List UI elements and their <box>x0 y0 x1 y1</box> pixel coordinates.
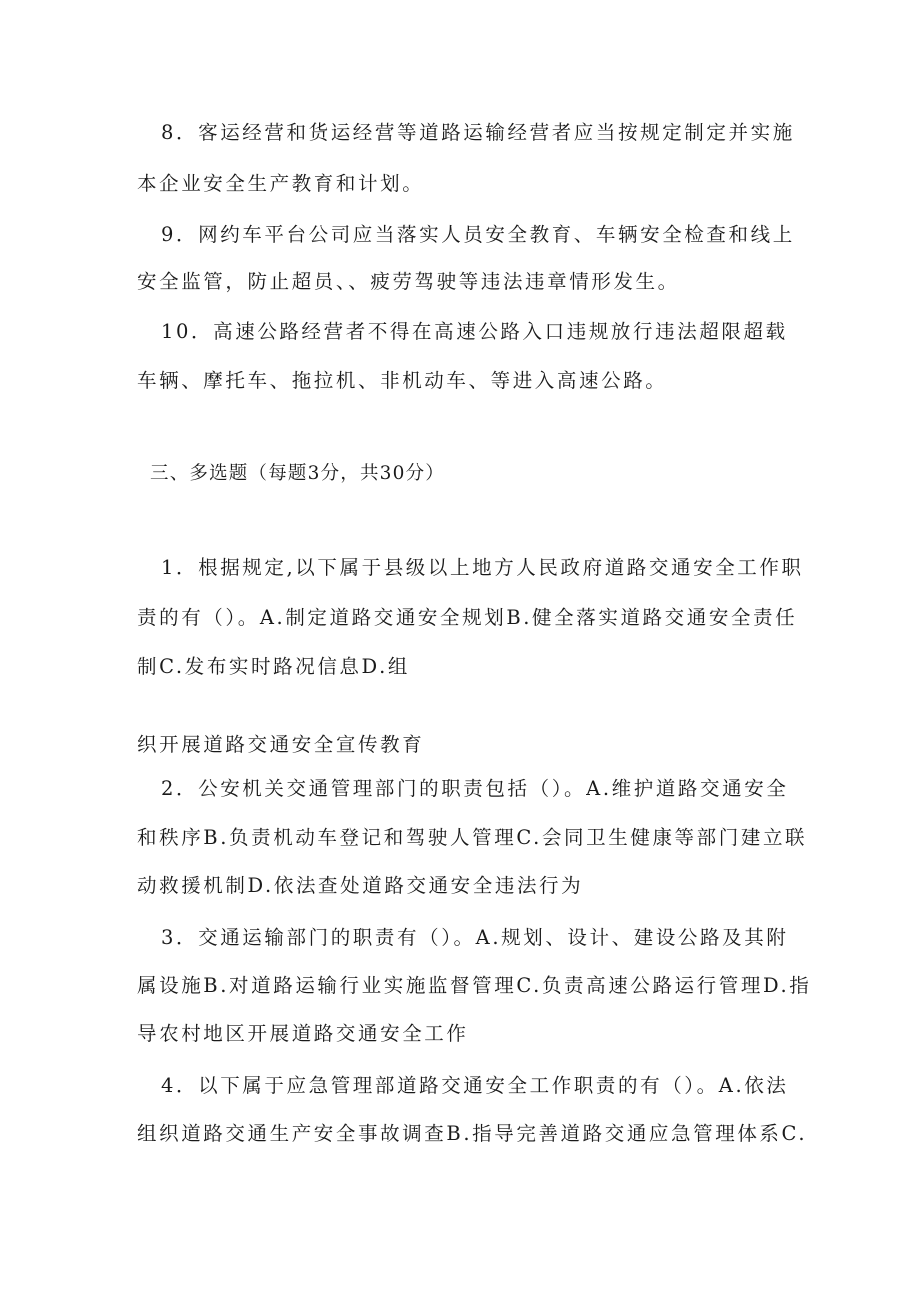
mc-q4-line-2: 组织道路交通生产安全事故调查B.指导完善道路交通应急管理体系C. <box>137 1122 808 1145</box>
blank-item-10-line-2: 车辆、摩托车、拖拉机、非机动车、等进入高速公路。 <box>137 369 668 392</box>
blank-item-9-line-1: 9．网约车平台公司应当落实人员安全教育、车辆安全检查和线上 <box>161 223 795 246</box>
mc-q1-line-3: 制C.发布实时路况信息D.组 <box>137 655 410 678</box>
blank-item-8-line-2: 本企业安全生产教育和计划。 <box>137 172 425 195</box>
mc-q3-line-2: 属设施B.对道路运输行业实施监督管理C.负责高速公路运行管理D.指 <box>137 974 812 997</box>
mc-q3-line-3: 导农村地区开展道路交通安全工作 <box>137 1022 469 1045</box>
mc-q4-line-1: 4．以下属于应急管理部道路交通安全工作职责的有（）。A.依法 <box>161 1074 789 1097</box>
mc-q3-line-1: 3．交通运输部门的职责有（）。A.规划、设计、建设公路及其附 <box>161 926 789 949</box>
blank-item-8-line-1: 8．客运经营和货运经营等道路运输经营者应当按规定制定并实施 <box>161 121 795 144</box>
mc-q1-line-1: 1．根据规定,以下属于县级以上地方人民政府道路交通安全工作职 <box>161 556 804 579</box>
mc-q1-line-4: 织开展道路交通安全宣传教育 <box>137 733 425 756</box>
mc-q2-line-1: 2．公安机关交通管理部门的职责包括（）。A.维护道路交通安全 <box>161 777 789 800</box>
mc-q2-line-2: 和秩序B.负责机动车登记和驾驶人管理C.会同卫生健康等部门建立联 <box>137 826 808 849</box>
mc-q2-line-3: 动救援机制D.依法查处道路交通安全违法行为 <box>137 874 584 897</box>
mc-q1-line-2: 责的有（）。A.制定道路交通安全规划B.健全落实道路交通安全责任 <box>137 606 798 629</box>
blank-item-9-line-2: 安全监管，防止超员、、疲劳驾驶等违法违章情形发生。 <box>137 270 680 293</box>
blank-item-10-line-1: 10．高速公路经营者不得在高速公路入口违规放行违法超限超载 <box>161 320 788 343</box>
section-heading: 三、多选题（每题3分，共30分） <box>150 463 446 484</box>
